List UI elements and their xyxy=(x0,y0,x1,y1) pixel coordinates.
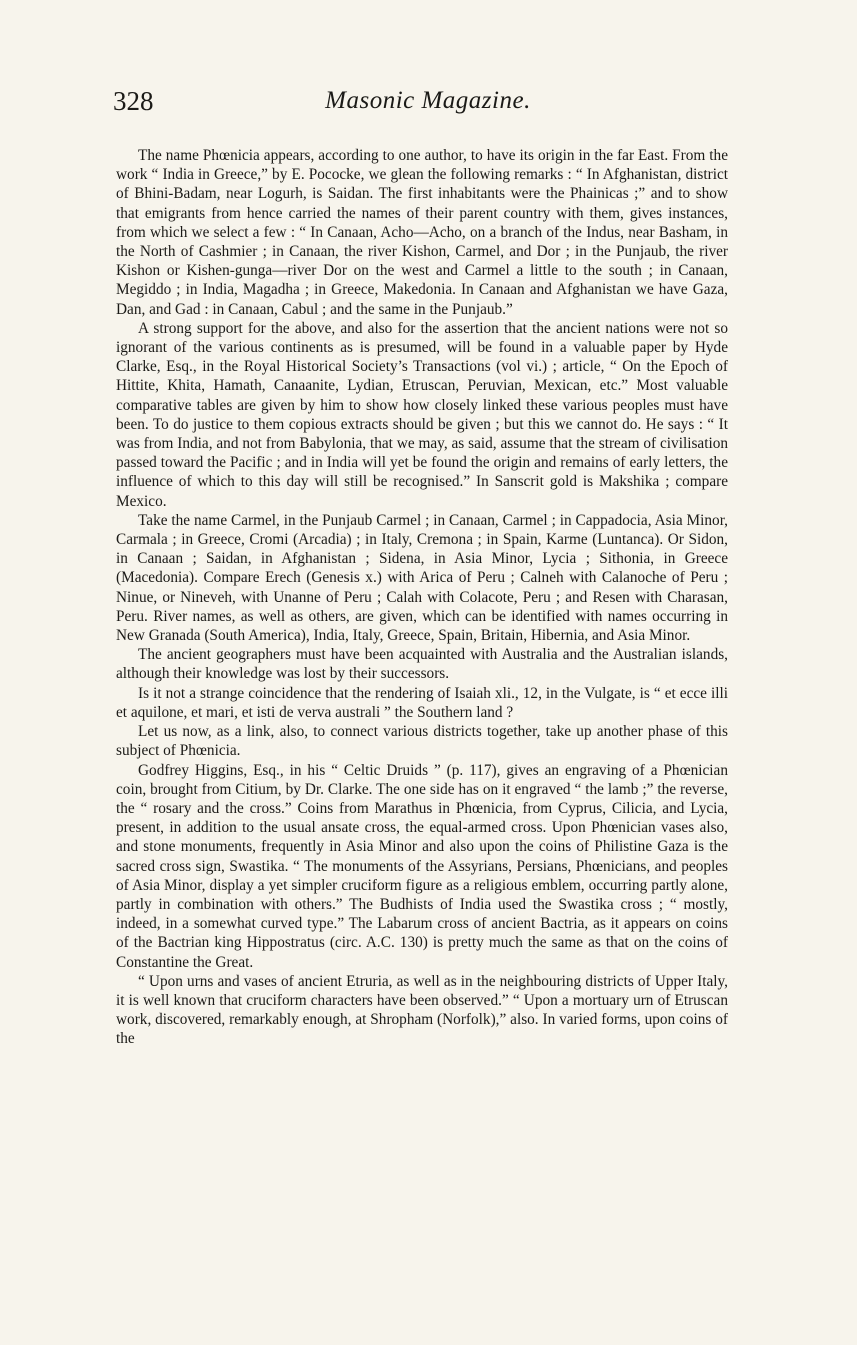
journal-title: Masonic Magazine. xyxy=(325,87,531,114)
running-head xyxy=(113,84,743,118)
paragraph-carmel: Take the name Carmel, in the Punjaub Carmel ; in Canaan, Carmel ; in Cappadocia, Asia Minor, Carmala ; in Greece, Cromi (Arcadia) ; in Italy, Cremona ; in Spain, Karme (Luntanca). Or Sidon, in Canaan ; Saidan, in Afghanistan ; Sidena, in Asia Minor, Lycia ; Sithonia, in Greece (Macedonia). Compare Erech (Genesis x.) with Arica of Peru ; Calneh with Calanoche of Peru ; Ninue, or Nineveh, with Unanne of Peru ; Calah with Colacote, Peru ; and Resen with Charasan, Peru. River names, as well as others, are given, which can be identified with names occurring in New Granada (South America), India, Italy, Greece, Spain, Britain, Hibernia, and Asia Minor. xyxy=(116,511,728,645)
paragraph-link: Let us now, as a link, also, to connect various districts together, take up another phase of this subject of Phœnicia. xyxy=(116,723,728,760)
page-number: 328 xyxy=(113,86,154,116)
paragraph-phoenicia-origin: The name Phœnicia appears, according to one author, to have its origin in the far East. From the work “ India in Greece,” by E. Pococke, we glean the following remarks : “ In Afghanistan, district of Bhini-Badam, near Logurh, is Saidan. The first inhabitants were the Phainicas ;” and to show that emigrants from hence carried the names of their parent country with them, gives instances, from which we select a few : “ In Canaan, Acho—Acho, on a branch of the Indus, near Basham, in the North of Cashmier ; in Canaan, the river Kishon, Carmel, and Dor ; in the Punjaub, the river Kishon or Kishen-gunga—river Dor on the west and Carmel a little to the south ; in Canaan, Megiddo ; in India, Magadha ; in Greece, Makedonia. In Canaan and Afghanistan we have Gaza, Dan, and Gad : in Canaan, Cabul ; and the same in the Punjaub.” xyxy=(116,147,728,318)
paragraph-etruria: “ Upon urns and vases of ancient Etruria, as well as in the neighbouring districts of Upper Italy, it is well known that cruciform characters have been observed.” “ Upon a mortuary urn of Etruscan work, discovered, remarkably enough, at Shropham (Norfolk),” also. In varied forms, upon coins of the xyxy=(116,972,728,1048)
article-body xyxy=(116,146,728,1049)
paragraph-australia: The ancient geographers must have been acquainted with Australia and the Australian islands, although their knowledge was lost by their successors. xyxy=(116,646,728,683)
paragraph-isaiah: Is it not a strange coincidence that the rendering of Isaiah xli., 12, in the Vulgate, is “ et ecce illi et aquilone, et mari, et isti de verva australi ” the Southern land ? xyxy=(116,684,728,721)
paragraph-hyde-clarke: A strong support for the above, and also for the assertion that the ancient nations were not so ignorant of the various continents as is presumed, will be found in a valuable paper by Hyde Clarke, Esq., in the Royal Historical Society’s Transactions (vol vi.) ; article, “ On the Epoch of Hittite, Khita, Hamath, Canaanite, Lydian, Etruscan, Peruvian, Mexican, etc.” Most valuable comparative tables are given by him to show how closely linked these various peoples must have been. To do justice to them copious extracts should be given ; but this we cannot do. He says : “ It was from India, and not from Babylonia, that we may, as said, assume that the stream of civilisation passed toward the Pacific ; and in India will yet be found the origin and remains of early letters, the influence of which to this day will still be recognised.” In Sanscrit gold is Makshika ; compare Mexico. xyxy=(116,319,728,510)
paragraph-higgins: Godfrey Higgins, Esq., in his “ Celtic Druids ” (p. 117), gives an engraving of a Phœnician coin, brought from Citium, by Dr. Clarke. The one side has on it engraved “ the lamb ;” the reverse, the “ rosary and the cross.” Coins from Marathus in Phœnicia, from Cyprus, Cilicia, and Lycia, present, in addition to the usual ansate cross, the equal-armed cross. Upon Phœnician vases also, and stone monuments, frequently in Asia Minor and also upon the coins of Philistine Gaza is the sacred cross sign, Swastika. “ The monuments of the Assyrians, Persians, Phœnicians, and peoples of Asia Minor, display a yet simpler cruciform figure as a religious emblem, occurring partly alone, partly in combination with others.” The Budhists of India used the Swastika cross ; “ mostly, indeed, in a somewhat curved type.” The Labarum cross of ancient Bactria, as it appears on coins of the Bactrian king Hippostratus (circ. A.C. 130) is pretty much the same as that on the coins of Constantine the Great. xyxy=(116,761,728,971)
